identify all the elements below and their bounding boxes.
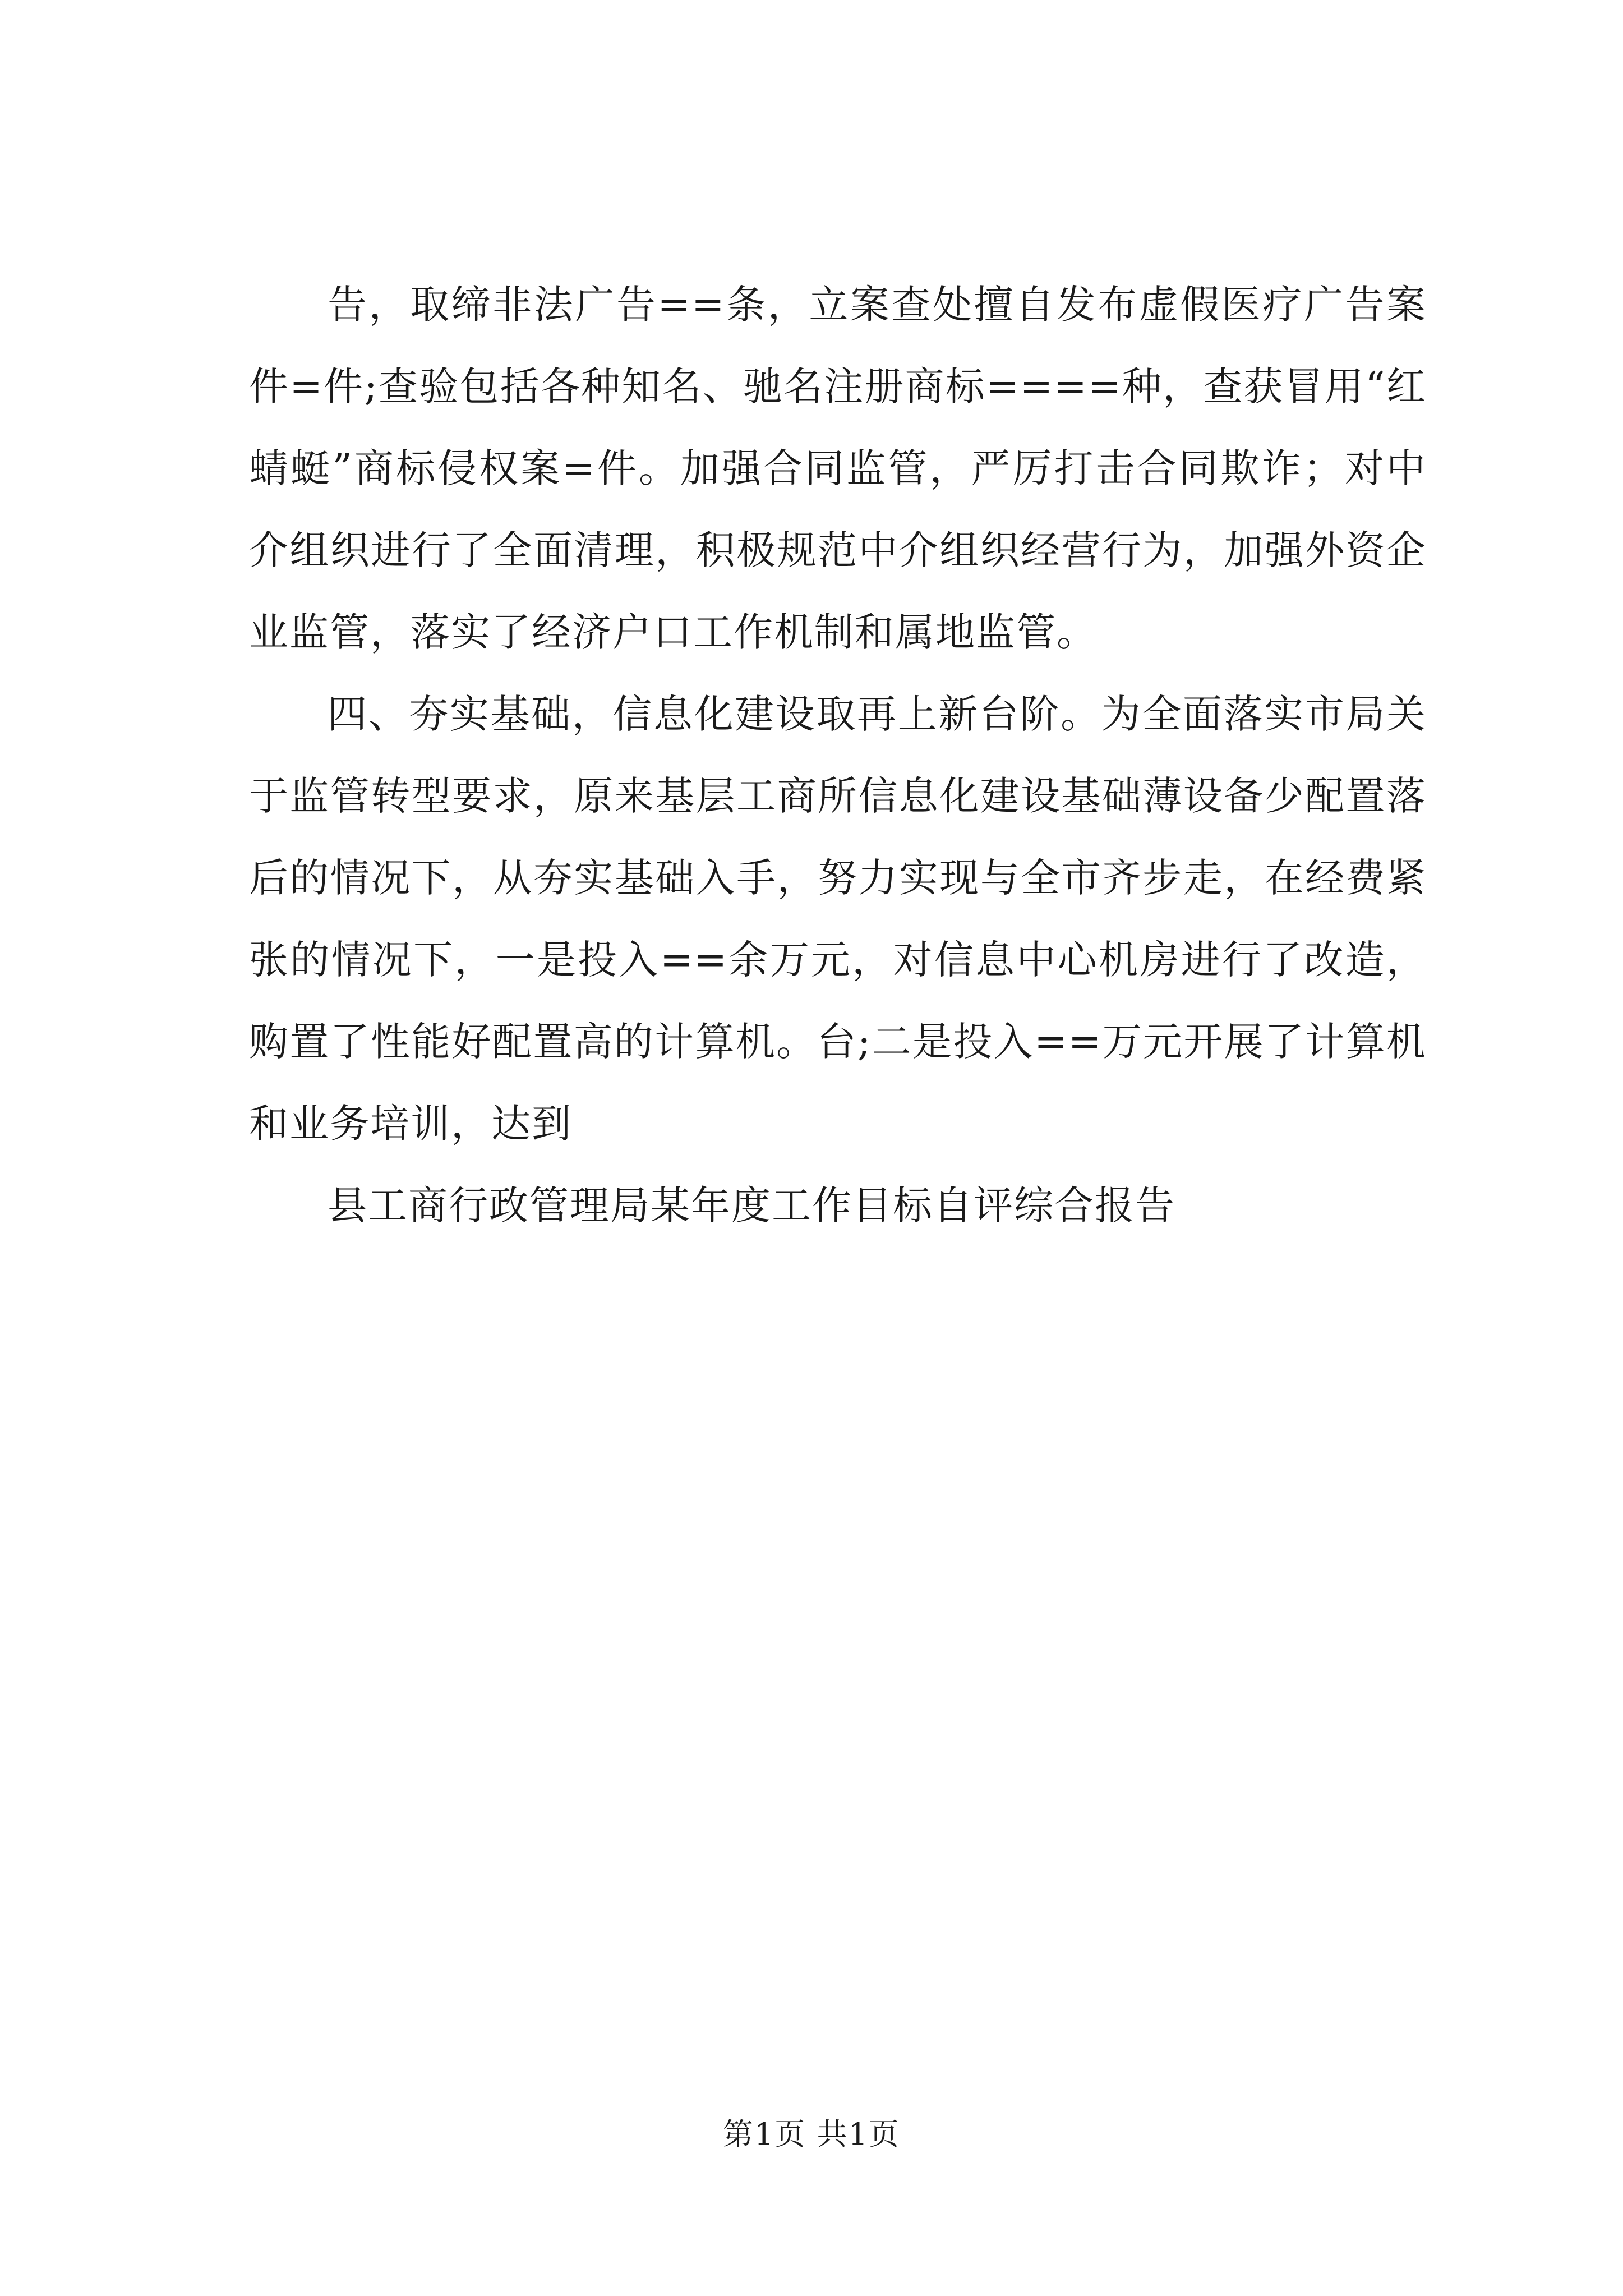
report-title-line: 县工商行政管理局某年度工作目标自评综合报告 bbox=[328, 1182, 1175, 1228]
page-footer: 第1页 共1页 bbox=[723, 2116, 900, 2152]
paragraph-informatization: 四、夯实基础，信息化建设取再上新台阶。为全面落实市局关于监管转型要求，原来基层工商所信息化建设基础薄设备少配置落后的情况下，从夯实基础入手，努力实现与全市齐步走，在经费紧张的情况下，一是投入==余万元，对信息中心机房进行了改造，购置了性能好配置高的计算机。台;二是投入==万元开展了计算机和业务培训，达到 bbox=[249, 691, 1427, 1147]
document-body bbox=[249, 264, 1427, 1246]
paragraph-advertising-supervision: 告，取缔非法广告==条，立案查处擅自发布虚假医疗广告案件=件;查验包括各种知名、驰名注册商标====种，查获冒用“红蜻蜓”商标侵权案=件。加强合同监管，严厉打击合同欺诈；对中介组织进行了全面清理，积极规范中介组织经营行为，加强外资企业监管，落实了经济户口工作机制和属地监管。 bbox=[249, 282, 1427, 655]
